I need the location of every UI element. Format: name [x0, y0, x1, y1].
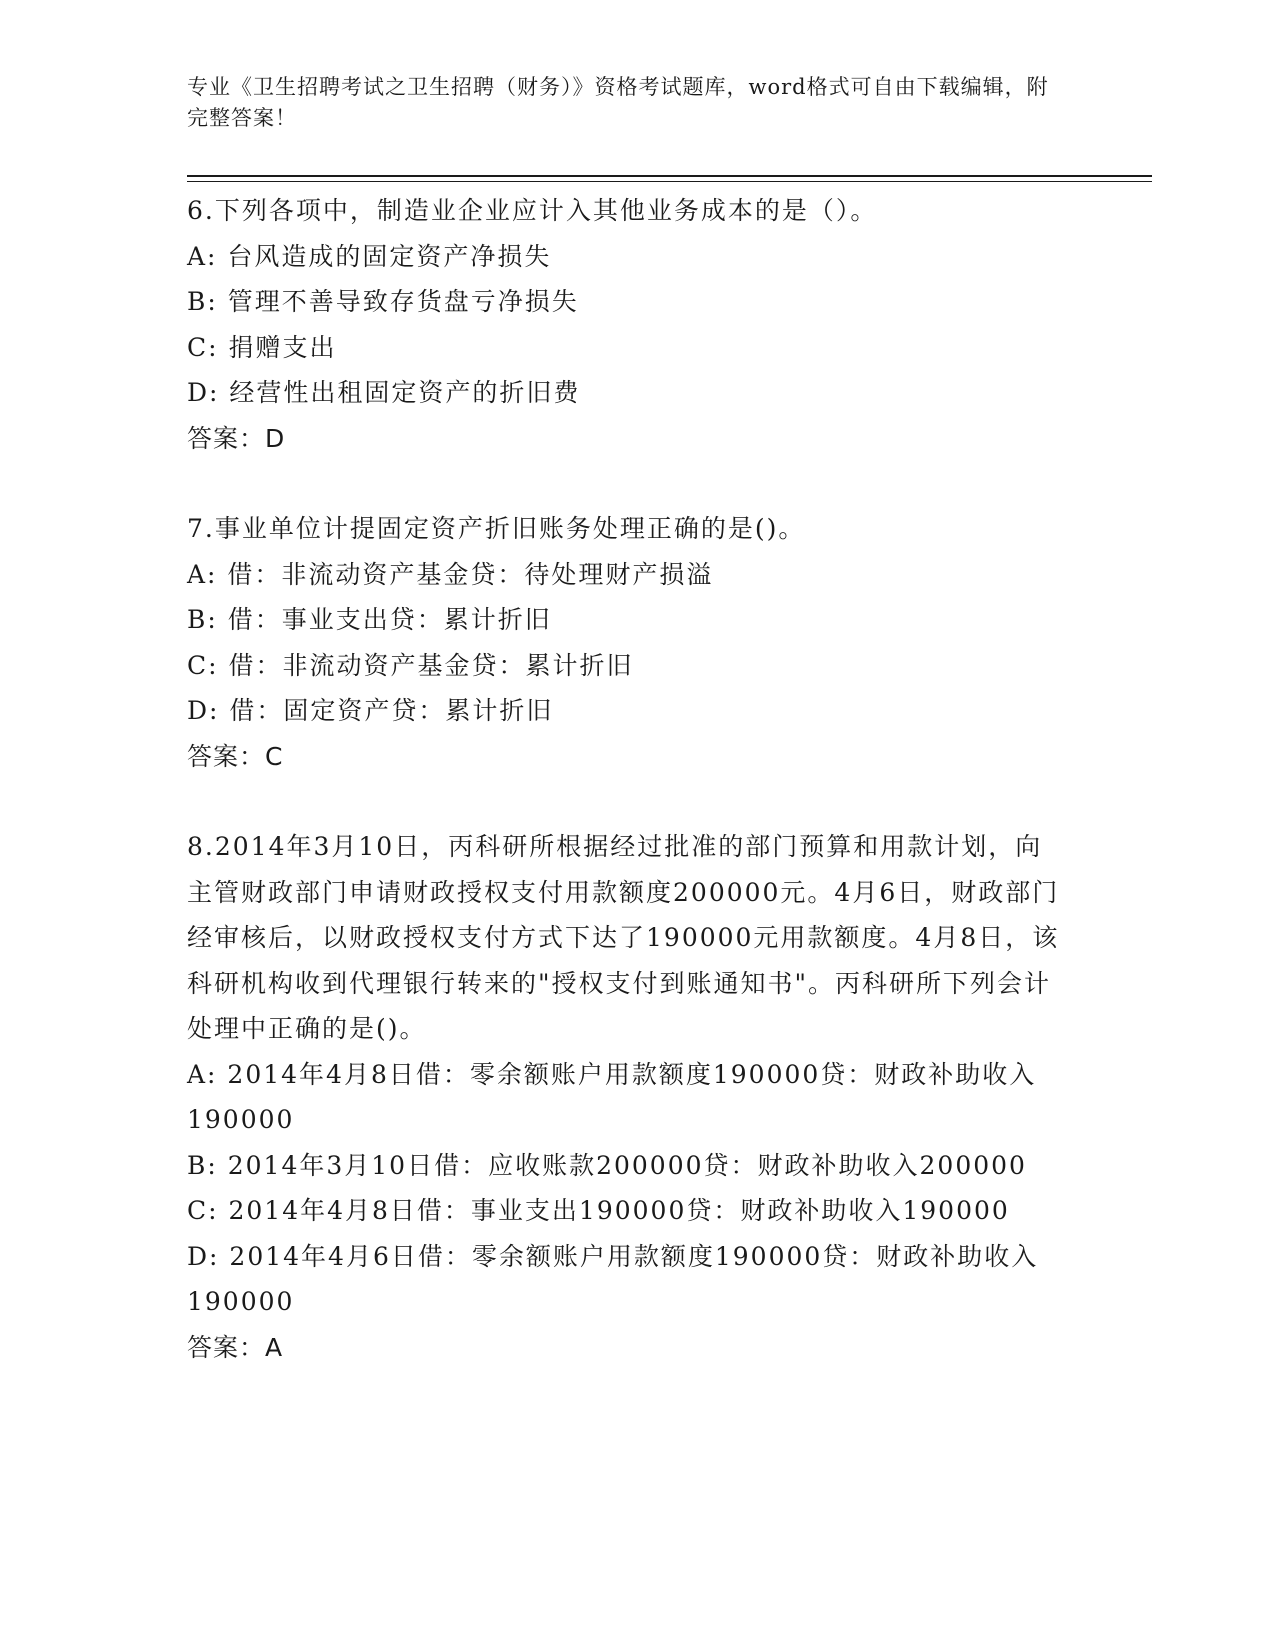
- option-b: B: 2014年3月10日借：应收账款200000贷：财政补助收入200000: [187, 1150, 1027, 1180]
- question-8: [187, 824, 1067, 1370]
- question-stem: 6.下列各项中，制造业企业应计入其他业务成本的是（）。: [187, 196, 878, 225]
- header-rule-thin: [187, 181, 1152, 182]
- question-7: [187, 506, 1067, 779]
- option-a: A: 借：非流动资产基金贷：待处理财产损溢: [187, 559, 714, 589]
- question-stem: 7.事业单位计提固定资产折旧账务处理正确的是()。: [187, 514, 806, 543]
- option-d: D: 经营性出租固定资产的折旧费: [187, 378, 581, 407]
- option-a: A: 台风造成的固定资产净损失: [187, 241, 552, 271]
- question-gap: [187, 461, 1067, 506]
- header-rule-thick: [187, 175, 1152, 177]
- option-c: C: 捐赠支出: [187, 332, 337, 362]
- option-b: B: 管理不善导致存货盘亏净损失: [187, 287, 579, 316]
- question-stem: 8.2014年3月10日，丙科研所根据经过批准的部门预算和用款计划，向主管财政部门申请财政授权支付用款额度200000元。4月6日，财政部门经审核后，以财政授权支付方式下达了190000元用款额度。4月8日，该科研机构收到代理银行转来的"授权支付到账通知书"。丙科研所下列会计处理中正确的是()。: [187, 832, 1060, 1043]
- question-6: [187, 188, 1067, 461]
- option-c: C: 2014年4月8日借：事业支出190000贷：财政补助收入190000: [187, 1196, 1010, 1225]
- page-header: 专业《卫生招聘考试之卫生招聘（财务）》资格考试题库，word格式可自由下载编辑，附完整答案！: [187, 75, 1049, 130]
- answer-label: 答案：A: [187, 1332, 284, 1362]
- answer-label: 答案：D: [187, 423, 286, 453]
- option-c: C: 借：非流动资产基金贷：累计折旧: [187, 650, 634, 680]
- option-d: D: 2014年4月6日借：零余额账户用款额度190000贷：财政补助收入190000: [187, 1241, 1039, 1316]
- option-d: D: 借：固定资产贷：累计折旧: [187, 696, 554, 725]
- answer-label: 答案：C: [187, 741, 284, 771]
- question-list: [187, 188, 1067, 1370]
- option-b: B: 借：事业支出贷：累计折旧: [187, 605, 552, 634]
- option-a: A: 2014年4月8日借：零余额账户用款额度190000贷：财政补助收入190000: [187, 1059, 1037, 1134]
- question-gap: [187, 779, 1067, 824]
